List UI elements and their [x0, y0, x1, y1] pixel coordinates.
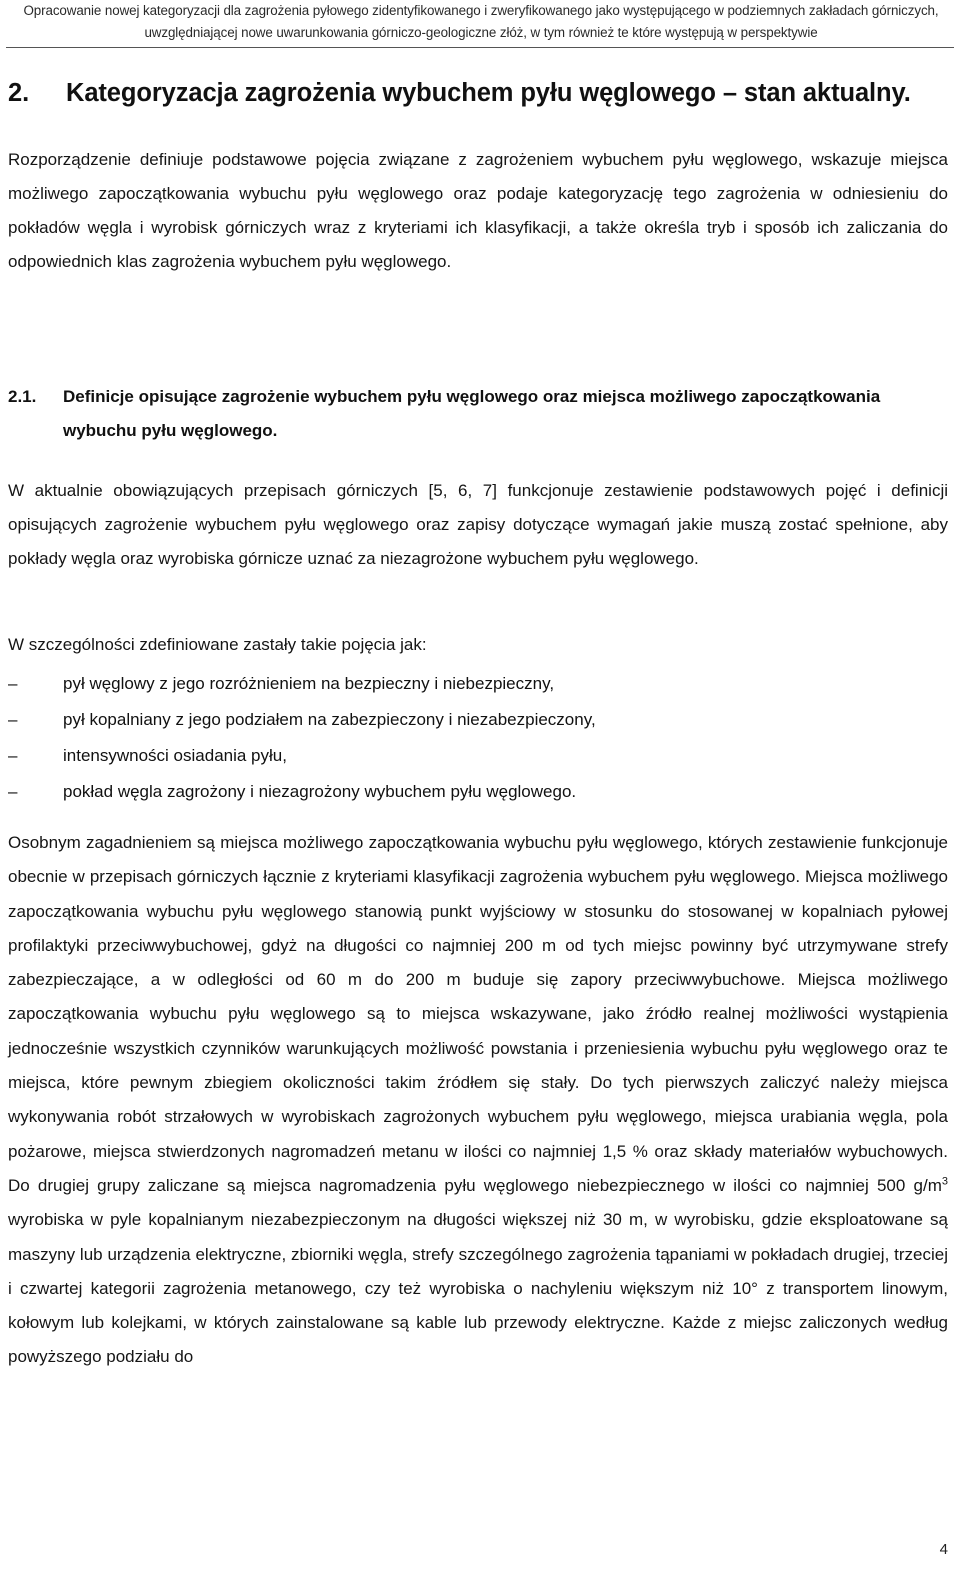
list-item: [8, 774, 948, 810]
subsection-number: 2.1.: [8, 387, 37, 406]
list-item: [8, 666, 948, 702]
dash-bullet: –: [8, 710, 18, 729]
paragraph-intro: Rozporządzenie definiuje podstawowe pojęcia związane z zagrożeniem wybuchem pyłu węglowego, wskazuje miejsca możliwego zapoczątkowania wybuchu pyłu węglowego oraz podaje kategoryzację tego zagrożenia w odniesieniu do pokładów węgla i wyrobisk górniczych wraz z kryteriami ich klasyfikacji, a także określa tryb i sposób ich zaliczania do odpowiednich klas zagrożenia wybuchem pyłu węglowego.: [8, 150, 948, 271]
subsection-title: Definicje opisujące zagrożenie wybuchem pyłu węglowego oraz miejsca możliwego zapoczątkowania wybuchu pyłu węglowego.: [63, 387, 881, 440]
paragraph-ignition-places: [8, 826, 948, 1375]
paragraph-definitions-lead: W szczególności zdefiniowane zastały takie pojęcia jak:: [8, 635, 427, 654]
page-number: 4: [939, 1541, 948, 1558]
list-item-text: pył kopalniany z jego podziałem na zabezpieczony i niezabezpieczony,: [63, 710, 596, 729]
section-title: Kategoryzacja zagrożenia wybuchem pyłu węglowego – stan aktualny.: [66, 79, 911, 107]
section-number: 2.: [8, 79, 30, 107]
running-header: Opracowanie nowej kategoryzacji dla zagrożenia pyłowego zidentyfikowanego i zweryfikowanego jako występującego w podziemnych zakładach górniczych, uwzględniającej nowe uwarunkowania górniczo-geologiczne złóż, w tym również te które występują w perspektywie: [23, 3, 939, 40]
list-item-text: pył węglowy z jego rozróżnieniem na bezpieczny i niebezpieczny,: [63, 674, 555, 693]
superscript: 3: [941, 1175, 948, 1188]
subsection-heading: [8, 380, 948, 448]
section-heading: [8, 73, 953, 113]
definitions-list: [8, 666, 948, 810]
list-item: [8, 702, 948, 738]
list-item: [8, 738, 948, 774]
dash-bullet: –: [8, 746, 18, 765]
dash-bullet: –: [8, 782, 18, 801]
dash-bullet: –: [8, 674, 18, 693]
paragraph-text: Osobnym zagadnieniem są miejsca możliwego zapoczątkowania wybuchu pyłu węglowego, których zestawienie funkcjonuje obecnie w przepisach górniczych łącznie z kryteriami klasyfikacji zagrożenia wybuchem pyłu węglowego. Miejsca możliwego zapoczątkowania wybuchu pyłu węglowego stanowią punkt wyjściowy w stosunku do stosowanej w kopalniach pyłowej profilaktyki przeciwwybuchowej, gdyż na długości co najmniej 200 m od tych miejsc powinny być utrzymywane strefy zabezpieczające, a w odległości od 60 m do 200 m buduje się zapory przeciwwybuchowe. Miejsca możliwego zapoczątkowania wybuchu pyłu węglowego są to miejsca wskazywane, jako źródło realnej możliwości wystąpienia jednocześnie wszystkich czynników warunkujących możliwość powstania i przeniesienia wybuchu pyłu węglowego oraz te miejsca, które pewnym zbiegiem okoliczności takim źródłem się stały. Do tych pierwszych zaliczyć należy miejsca wykonywania robót strzałowych w wyrobiskach zagrożonych wybuchem pyłu węglowego, miejsca urabiania węgla, pola pożarowe, miejsca stwierdzonych nagromadzeń metanu w ilości co najmniej 1,5 % oraz składy materiałów wybuchowych. Do drugiej grupy zaliczane są miejsca nagromadzenia pyłu węglowego niebezpiecznego w ilości co najmniej 500 g/m: [8, 833, 948, 1195]
paragraph-text-continued: wyrobiska w pyle kopalnianym niezabezpieczonym na długości większej niż 30 m, w wyrobisku, gdzie eksploatowane są maszyny lub urządzenia elektryczne, zbiorniki węgla, strefy szczególnego zagrożenia tąpaniami w pokładach drugiej, trzeciej i czwartej kategorii zagrożenia metanowego, czy też wyrobiska o nachyleniu większym niż 10° z transportem linowym, kołowym lub kolejkami, w których zainstalowane są kable lub przewody elektryczne. Każde z miejsc zaliczonych według powyższego podziału do: [8, 1210, 948, 1367]
list-item-text: intensywności osiadania pyłu,: [63, 746, 287, 765]
list-item-text: pokład węgla zagrożony i niezagrożony wybuchem pyłu węglowego.: [63, 782, 577, 801]
paragraph-regulations: W aktualnie obowiązujących przepisach górniczych [5, 6, 7] funkcjonuje zestawienie podstawowych pojęć i definicji opisujących zagrożenie wybuchem pyłu węglowego oraz zapisy dotyczące wymagań jakie muszą zostać spełnione, aby pokłady węgla oraz wyrobiska górnicze uznać za niezagrożone wybuchem pyłu węglowego.: [8, 481, 948, 568]
header-divider: [6, 47, 954, 48]
